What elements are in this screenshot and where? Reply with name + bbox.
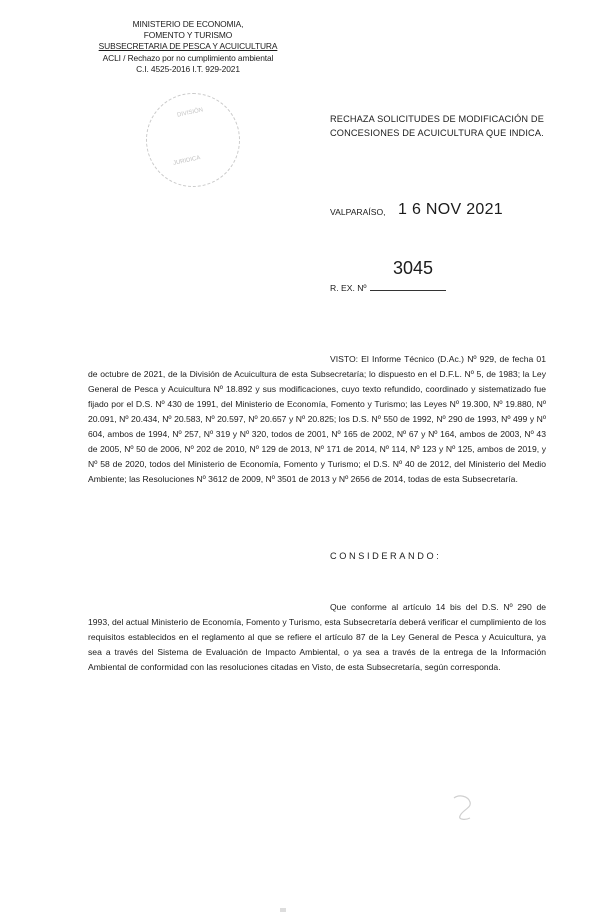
resolution-number-line (370, 290, 446, 291)
considerando-paragraph-1: Que conforme al artículo 14 bis del D.S. Nº 290 de 1993, del actual Ministerio de Economía, Fomento y Turismo, esta Subsecretaría deberá verificar el cumplimiento de los requisitos establecidos en el reglamento al que se refiere el artículo 87 de la Ley General de Pesca y Acuicultura, ya sea a través del Sistema de Evaluación de Impacto Ambiental, o ya sea a través de la entrega de la Información Ambiental de conformidad con las resoluciones citadas en Visto, de esta Subsecretaría, según corresponda. (88, 602, 546, 672)
resolution-number: 3045 (393, 258, 434, 278)
ministry-name: MINISTERIO DE ECONOMIA, (132, 19, 244, 29)
scan-speck (280, 908, 286, 912)
letterhead (88, 19, 288, 75)
stamp-text-top: DIVISIÓN (176, 107, 204, 119)
date-stamp: 1 6 NOV 2021 (398, 201, 503, 218)
ink-smudge (450, 792, 476, 822)
place-label: VALPARAÍSO, (330, 207, 386, 217)
visto-paragraph: VISTO: El Informe Técnico (D.Ac.) Nº 929, de fecha 01 de octubre de 2021, de la División de Acuicultura de esta Subsecretaría; lo dispuesto en el D.F.L. Nº 5, de 1983; la Ley General de Pesca y Acuicultura Nº 18.892 y sus modificaciones, cuyo texto refundido, coordinado y sistematizado fue fijado por el D.S. Nº 430 de 1991, del Ministerio de Economía, Fomento y Turismo; las Leyes Nº 19.300, Nº 19.880, Nº 20.091, Nº 20.434, Nº 20.583, Nº 20.597, Nº 20.657 y Nº 20.825; los D.S. Nº 550 de 1992, Nº 290 de 1993, Nº 499 y Nº 604, ambos de 1994, Nº 257, Nº 319 y Nº 320, todos de 2001, Nº 165 de 2002, Nº 67 y Nº 164, ambos de 2003, Nº 43 de 2005, Nº 50 de 2006, Nº 202 de 2010, Nº 129 de 2013, Nº 171 de 2014, Nº 114, Nº 123 y Nº 125, ambos de 2019, y Nº 58 de 2020, todos del Ministerio de Economía, Fomento y Turismo; el D.S. Nº 40 de 2012, del Ministerio del Medio Ambiente; las Resoluciones Nº 3612 de 2009, Nº 3501 de 2013 y Nº 2656 de 2014, todas de esta Subsecretaría. (88, 354, 546, 484)
resolution-label: R. EX. Nº (330, 283, 367, 293)
considerando-heading: CONSIDERANDO: (330, 551, 442, 561)
subsecretaria-name: SUBSECRETARIA DE PESCA Y ACUICULTURA (98, 41, 278, 52)
official-stamp (146, 93, 240, 187)
ministry-name-cont: FOMENTO Y TURISMO (143, 30, 233, 41)
stamp-text-bottom: JURIDICA (172, 155, 201, 167)
resolution-title: RECHAZA SOLICITUDES DE MODIFICACIÓN DE CONCESIONES DE ACUICULTURA QUE INDICA. (330, 114, 544, 138)
reference-line: ACLI / Rechazo por no cumplimiento ambiental (102, 52, 274, 63)
case-reference: C.I. 4525-2016 I.T. 929-2021 (136, 63, 240, 74)
